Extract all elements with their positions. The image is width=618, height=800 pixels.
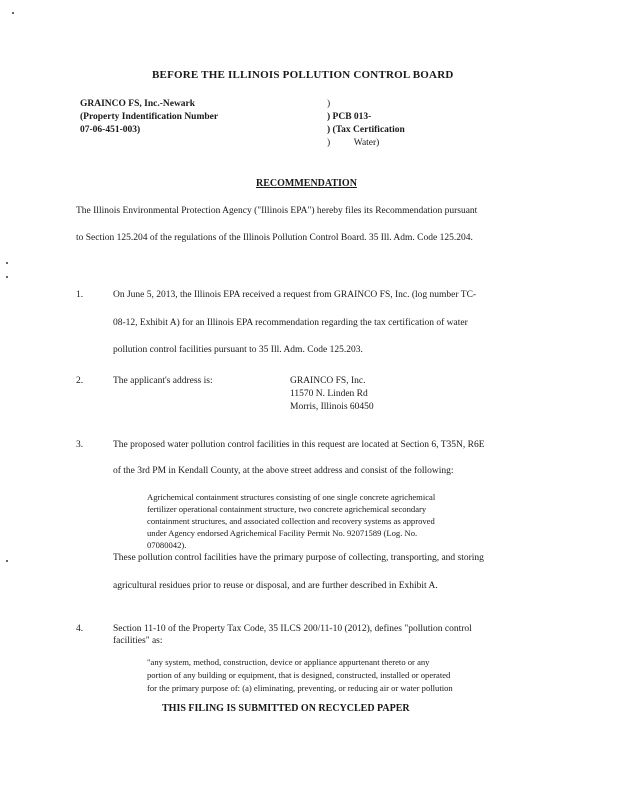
intro-line: to Section 125.204 of the regulations of the Illinois Pollution Control Board. 35 Ill. Adm. Code 125.204. — [76, 233, 473, 243]
scan-speck — [6, 262, 8, 264]
paragraph-line: Section 11-10 of the Property Tax Code, 35 ILCS 200/11-10 (2012), defines "pollution control — [113, 624, 472, 634]
paragraph-number: 4. — [76, 624, 84, 634]
property-id-label: (Property Indentification Number — [80, 112, 219, 122]
document-title: BEFORE THE ILLINOIS POLLUTION CONTROL BOARD — [152, 69, 454, 81]
intro-line: The Illinois Environmental Protection Agency ("Illinois EPA") hereby files its Recommendation pursuant — [76, 206, 478, 216]
facility-description-line: under Agency endorsed Agrichemical Facility Permit No. 92071589 (Log. No. — [147, 528, 418, 538]
address-line: Morris, Illinois 60450 — [290, 402, 374, 412]
paragraph-number: 2. — [76, 376, 84, 386]
definition-quote-line: for the primary purpose of: (a) eliminating, preventing, or reducing air or water pollution — [147, 683, 453, 693]
paragraph-line: agricultural residues prior to reuse or disposal, and are further described in Exhibit A. — [113, 581, 438, 591]
facility-description-line: containment structures, and associated collection and recovery systems as approved — [147, 516, 435, 526]
paragraph-line: These pollution control facilities have the primary purpose of collecting, transporting, and storing — [113, 553, 484, 563]
case-type-continued: ) Water) — [327, 138, 380, 148]
scan-speck — [6, 560, 8, 562]
scan-speck — [6, 276, 8, 278]
recycled-paper-notice: THIS FILING IS SUBMITTED ON RECYCLED PAPER — [162, 703, 410, 714]
scan-speck — [12, 12, 14, 14]
applicant-address-label: The applicant's address is: — [113, 376, 213, 386]
paragraph-line: 08-12, Exhibit A) for an Illinois EPA recommendation regarding the tax certification of water — [113, 318, 468, 328]
facility-description-line: fertilizer operational containment structure, two concrete agrichemical secondary — [147, 504, 427, 514]
case-type: ) (Tax Certification — [327, 125, 405, 135]
case-number: ) PCB 013- — [327, 112, 372, 122]
caption-bracket: ) — [327, 99, 331, 109]
paragraph-number: 1. — [76, 290, 84, 300]
property-id-number: 07-06-451-003) — [80, 125, 141, 135]
paragraph-line: pollution control facilities pursuant to 35 Ill. Adm. Code 125.203. — [113, 345, 363, 355]
paragraph-line: The proposed water pollution control facilities in this request are located at Section 6, T35N, R6E — [113, 440, 485, 450]
paragraph-number: 3. — [76, 440, 84, 450]
petitioner-name: GRAINCO FS, Inc.-Newark — [80, 99, 196, 109]
paragraph-line: of the 3rd PM in Kendall County, at the above street address and consist of the following: — [113, 466, 454, 476]
paragraph-line: On June 5, 2013, the Illinois EPA received a request from GRAINCO FS, Inc. (log number TC- — [113, 290, 477, 300]
definition-quote-line: "any system, method, construction, device or appliance appurtenant thereto or any — [147, 657, 430, 667]
address-line: GRAINCO FS, Inc. — [290, 376, 366, 386]
definition-quote-line: portion of any building or equipment, that is designed, constructed, installed or operated — [147, 670, 451, 680]
address-line: 11570 N. Linden Rd — [290, 389, 368, 399]
facility-description-line: 07080042). — [147, 540, 187, 550]
section-heading: RECOMMENDATION — [256, 178, 357, 189]
facility-description-line: Agrichemical containment structures consisting of one single concrete agrichemical — [147, 492, 436, 502]
paragraph-line: facilities" as: — [113, 636, 163, 646]
